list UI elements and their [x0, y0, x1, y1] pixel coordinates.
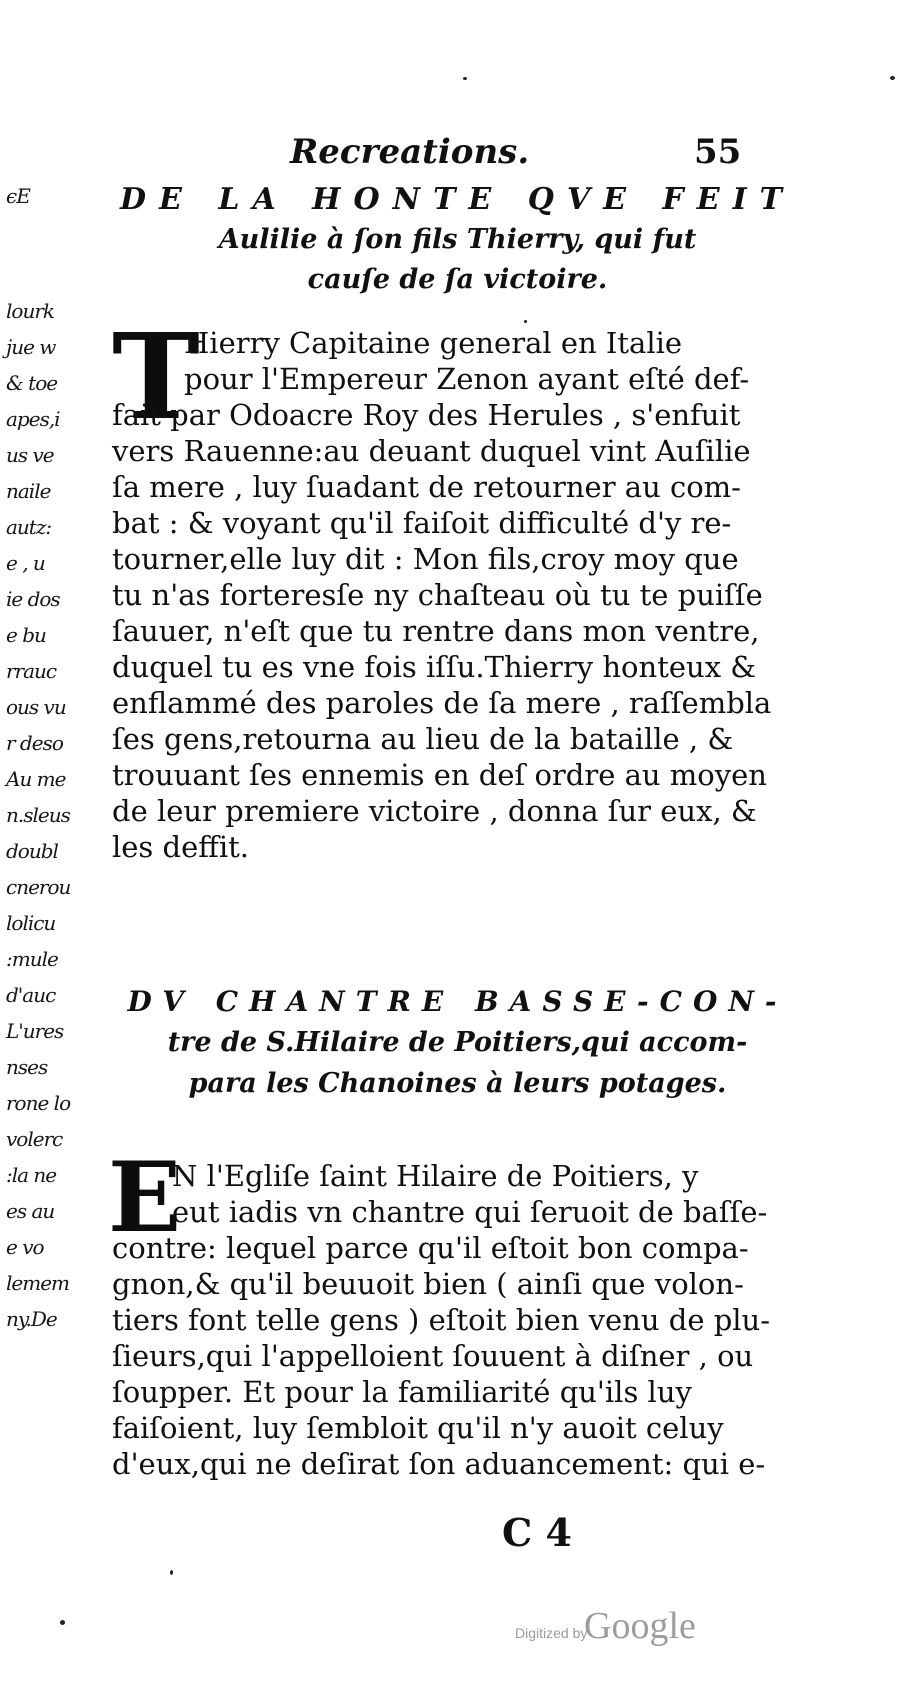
- text-line: ſes gens,retourna au lieu de la bataille , &: [112, 722, 734, 756]
- page-number: 55: [694, 132, 742, 172]
- margin-fragment: jue w: [6, 335, 56, 359]
- text-line: eut iadis vn chantre qui ſeruoit de baſſe-: [172, 1195, 768, 1229]
- scan-speck: [60, 1620, 65, 1625]
- margin-fragment: & toe: [6, 371, 58, 395]
- facing-page-margin: [0, 0, 70, 1686]
- margin-fragment: L'ures: [6, 1019, 64, 1043]
- margin-fragment: autz:: [6, 515, 52, 539]
- text-line: tourner,elle luy dit : Mon fils,croy moy que: [112, 542, 739, 576]
- margin-fragment: naile: [6, 479, 51, 503]
- digitizer-prefix: Digitized by: [515, 1625, 588, 1641]
- margin-fragment: us ve: [6, 443, 54, 467]
- text-line: pour l'Empereur Zenon ayant eſté def-: [184, 362, 750, 396]
- margin-fragment: ie dos: [6, 587, 60, 611]
- margin-fragment: lemem: [6, 1271, 69, 1295]
- margin-fragment: d'auc: [6, 983, 56, 1007]
- text-line: d'eux,qui ne deſirat ſon aduancement: qui e-: [112, 1447, 766, 1481]
- margin-fragment: cnerou: [6, 875, 71, 899]
- margin-fragment: nses: [6, 1055, 48, 1079]
- text-line: faiſoient, luy ſembloit qu'il n'y auoit celuy: [112, 1411, 724, 1445]
- scan-speck: [463, 77, 467, 80]
- text-line: de leur premiere victoire , donna ſur eux, &: [112, 794, 757, 828]
- text-line: tiers font telle gens ) eſtoit bien venu de plu-: [112, 1303, 771, 1337]
- drop-cap: E: [108, 1141, 182, 1254]
- margin-fragment: lolicu: [6, 911, 56, 935]
- text-line: ſauuer, n'eſt que tu rentre dans mon ventre,: [112, 614, 760, 648]
- chapter-heading-line: cauſe de ſa victoire.: [307, 264, 608, 295]
- text-line: Hierry Capitaine general en Italie: [184, 326, 683, 360]
- text-line: ſieurs,qui l'appelloient ſouuent à diſner , ou: [112, 1339, 754, 1373]
- margin-fragment: ous vu: [6, 695, 66, 719]
- text-line: tu n'as forteresſe ny chaſteau où tu te puiſſe: [112, 578, 763, 612]
- margin-fragment: :mule: [6, 947, 58, 971]
- margin-fragment: :la ne: [6, 1163, 57, 1187]
- signature-mark: C 4: [502, 1510, 572, 1555]
- margin-fragment: Au me: [6, 767, 66, 791]
- margin-fragment: rone lo: [6, 1091, 71, 1115]
- margin-fragment: apes,i: [6, 407, 60, 431]
- margin-fragment: ny.De: [6, 1307, 57, 1331]
- margin-fragment: es au: [6, 1199, 55, 1223]
- margin-fragment: r deso: [6, 731, 63, 755]
- text-line: trouuant ſes ennemis en deſ ordre au moyen: [112, 758, 767, 792]
- scan-speck: [890, 76, 895, 80]
- text-line: ſoupper. Et pour la familiarité qu'ils luy: [112, 1375, 692, 1409]
- chapter-heading-line: Aulilie à ſon fils Thierry, qui fut: [218, 224, 697, 255]
- text-line: duquel tu es vne fois iſſu.Thierry honteux &: [112, 650, 757, 684]
- text-line: fait par Odoacre Roy des Herules , s'enfuit: [112, 398, 741, 432]
- text-line: vers Rauenne:au deuant duquel vint Auſilie: [112, 434, 751, 468]
- margin-fragment: e , u: [6, 551, 45, 575]
- text-line: gnon,& qu'il beuuoit bien ( ainſi que volon-: [112, 1267, 744, 1301]
- scan-speck: [170, 1570, 173, 1575]
- text-line: ſa mere , luy ſuadant de retourner au com-: [112, 470, 741, 504]
- margin-fragment: lourk: [6, 299, 54, 323]
- drop-cap: T: [112, 307, 200, 446]
- text-line: N l'Egliſe ſaint Hilaire de Poitiers, y: [172, 1159, 699, 1193]
- margin-fragment: e bu: [6, 623, 46, 647]
- margin-fragment: doubl: [6, 839, 58, 863]
- margin-fragment: volerc: [6, 1127, 63, 1151]
- running-title: Recreations.: [290, 132, 530, 172]
- chapter-heading-line: tre de S.Hilaire de Poitiers,qui accom-: [167, 1027, 748, 1058]
- margin-fragment: rrauc: [6, 659, 57, 683]
- text-line: les deffit.: [112, 830, 250, 864]
- scan-speck: [524, 320, 527, 323]
- text-line: enflammé des paroles de ſa mere , raſſembla: [112, 686, 772, 720]
- chapter-heading-line: DV CHANTRE BASSE-CON-: [127, 985, 788, 1018]
- chapter-heading-line: DE LA HONTE QVE FEIT: [120, 182, 795, 217]
- margin-fragment: e vo: [6, 1235, 44, 1259]
- digitizer-logo: Google: [584, 1605, 696, 1647]
- text-line: bat : & voyant qu'il faiſoit difficulté d'y re-: [112, 506, 732, 540]
- margin-fragment: ϵE: [6, 184, 30, 208]
- text-line: contre: lequel parce qu'il eſtoit bon compa-: [112, 1231, 749, 1265]
- chapter-heading-line: para les Chanoines à leurs potages.: [188, 1068, 727, 1099]
- margin-fragment: n.sleus: [6, 803, 70, 827]
